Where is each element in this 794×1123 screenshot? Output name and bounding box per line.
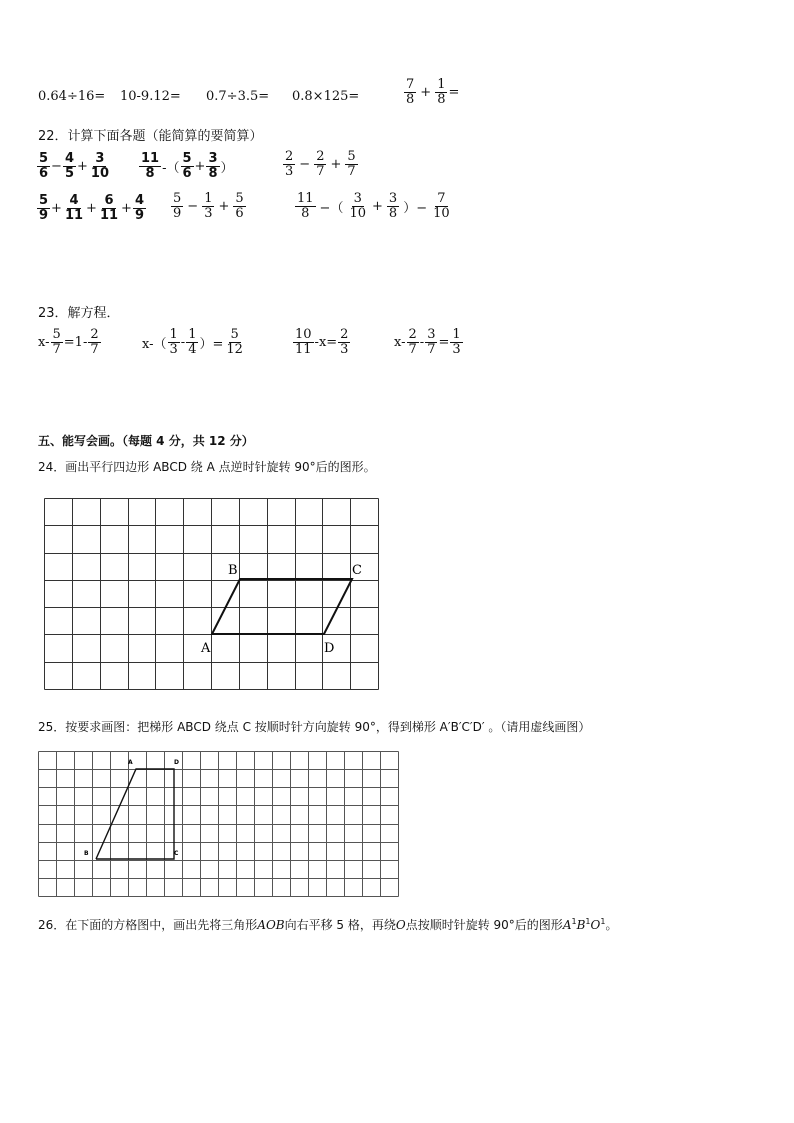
operator: ）− xyxy=(403,201,428,217)
denominator: 3 xyxy=(340,342,349,358)
operator: + xyxy=(194,159,206,175)
numerator: 4 xyxy=(64,151,74,166)
bracket: ） xyxy=(220,161,234,177)
operator: -x= xyxy=(314,335,338,351)
numerator: 5 xyxy=(182,151,192,166)
q23-eq-2 xyxy=(142,328,246,358)
denominator: 10 xyxy=(433,206,450,222)
denominator: 9 xyxy=(173,206,182,222)
q22-expr-4 xyxy=(36,194,147,224)
operator: + xyxy=(86,201,97,217)
numerator: 5 xyxy=(235,191,244,206)
numerator: 2 xyxy=(408,327,417,342)
denominator: 11 xyxy=(295,342,312,358)
denominator: 6 xyxy=(235,206,244,222)
denominator: 3 xyxy=(285,164,294,180)
denominator: 7 xyxy=(316,164,325,180)
label-b: B xyxy=(84,850,89,857)
q26-text-b: 向右平移 5 格，再绕 xyxy=(284,918,396,932)
q26-end: 。 xyxy=(605,918,618,932)
denominator: 8 xyxy=(388,206,398,222)
operator: − xyxy=(187,199,199,215)
operator: + xyxy=(121,201,132,217)
operator: + xyxy=(372,199,383,215)
q21-item-5 xyxy=(403,78,459,108)
q21-item-3: 0.7÷3.5= xyxy=(206,89,270,104)
q26-text-a: 26．在下面的方格图中，画出先将三角形 xyxy=(38,918,258,932)
denominator: 9 xyxy=(39,208,49,224)
numerator: 2 xyxy=(316,149,325,164)
q25-text: 25．按要求画图：把梯形 ABCD 绕点 C 按顺时针方向旋转 90°，得到梯形 A′B′C′D′ 。（请用虚线画图） xyxy=(38,720,591,734)
numerator: 3 xyxy=(353,191,362,206)
operator: + xyxy=(330,157,342,173)
q26-text-c: 点按顺时针旋转 90°后的图形 xyxy=(405,918,563,932)
operator: -（ xyxy=(162,161,180,177)
numerator: 5 xyxy=(347,149,356,164)
label-b: B xyxy=(228,563,238,578)
point-o: O xyxy=(395,918,406,932)
denominator: 8 xyxy=(208,166,218,182)
denominator: 11 xyxy=(99,208,119,224)
label-a: A xyxy=(128,759,133,766)
numerator: 10 xyxy=(295,327,312,342)
denominator: 4 xyxy=(188,342,197,358)
point-o1: O xyxy=(590,918,601,932)
denominator: 11 xyxy=(64,208,84,224)
numerator: 5 xyxy=(39,151,49,166)
q23-eq-3 xyxy=(292,328,351,358)
label-d: D xyxy=(324,641,335,656)
denominator: 9 xyxy=(134,208,144,224)
numerator: 7 xyxy=(437,191,446,206)
q23-eq-1 xyxy=(38,328,102,358)
q22-expr-5 xyxy=(170,192,247,222)
numerator: 2 xyxy=(285,149,294,164)
denominator: 6 xyxy=(182,166,192,182)
denominator: 7 xyxy=(347,164,356,180)
q25-grid-figure xyxy=(38,751,400,898)
operator: =1- xyxy=(63,335,88,351)
q23-eq-4 xyxy=(394,328,464,358)
operator: + xyxy=(51,201,62,217)
operator: − xyxy=(299,157,311,173)
label-c: C xyxy=(352,563,362,578)
operator: − xyxy=(51,159,62,175)
numerator: 5 xyxy=(230,327,239,342)
q22-expr-3 xyxy=(282,150,359,180)
denominator: 10 xyxy=(349,206,366,222)
numerator: 3 xyxy=(208,151,218,166)
denominator: 3 xyxy=(204,206,213,222)
sup: 1 xyxy=(585,917,591,926)
label-d: D xyxy=(174,759,179,766)
sup: 1 xyxy=(571,917,577,926)
denominator: 3 xyxy=(452,342,461,358)
equals: = xyxy=(448,85,460,101)
q21-item-2: 10-9.12= xyxy=(120,89,181,104)
point-b1: B xyxy=(576,918,586,932)
sup: 1 xyxy=(600,917,606,926)
operator: = xyxy=(438,335,450,351)
numerator: 5 xyxy=(173,191,182,206)
denominator: 8 xyxy=(437,92,446,108)
numerator: 3 xyxy=(388,191,398,206)
trapezoid-abcd xyxy=(96,769,174,859)
numerator: 3 xyxy=(95,151,105,166)
q22-expr-6 xyxy=(294,192,453,222)
numerator: 1 xyxy=(169,327,178,342)
numerator: 5 xyxy=(52,327,61,342)
denominator: 7 xyxy=(52,342,61,358)
operator: −（ xyxy=(319,201,344,217)
q21-item-4: 0.8×125= xyxy=(292,89,360,104)
q22-expr-1 xyxy=(36,152,112,182)
numerator: 1 xyxy=(437,77,446,92)
denominator: 7 xyxy=(408,342,417,358)
q26-text xyxy=(38,916,617,933)
q24-grid-figure xyxy=(44,498,380,691)
operator: - xyxy=(180,335,186,351)
numerator: 1 xyxy=(188,327,197,342)
prefix: x-（ xyxy=(142,337,167,353)
operator: ）= xyxy=(199,337,224,353)
numerator: 4 xyxy=(69,193,79,208)
numerator: 11 xyxy=(141,151,160,166)
denominator: 7 xyxy=(90,342,99,358)
q22-title: 22．计算下面各题（能简算的要简算） xyxy=(38,129,263,144)
denominator: 10 xyxy=(90,166,109,182)
q22-expr-2 xyxy=(138,152,234,182)
numerator: 2 xyxy=(340,327,349,342)
denominator: 6 xyxy=(39,166,49,182)
denominator: 12 xyxy=(226,342,243,358)
denominator: 3 xyxy=(169,342,178,358)
section-heading: 五、能写会画。（每题 4 分，共 12 分） xyxy=(38,434,254,448)
parallelogram-abcd xyxy=(212,579,352,634)
prefix: x- xyxy=(394,335,406,351)
triangle-name: AOB xyxy=(257,918,285,932)
numerator: 3 xyxy=(427,327,436,342)
numerator: 7 xyxy=(406,77,415,92)
label-c: C xyxy=(174,850,179,857)
q24-text: 24．画出平行四边形 ABCD 绕 A 点逆时针旋转 90°后的图形。 xyxy=(38,460,376,474)
denominator: 8 xyxy=(301,206,310,222)
label-a: A xyxy=(201,641,211,656)
numerator: 5 xyxy=(39,193,49,208)
denominator: 5 xyxy=(64,166,74,182)
prefix: x- xyxy=(38,335,50,351)
q23-title: 23．解方程． xyxy=(38,306,120,321)
numerator: 6 xyxy=(104,193,114,208)
numerator: 1 xyxy=(452,327,461,342)
q21-item-1: 0.64÷16= xyxy=(38,89,106,104)
denominator: 8 xyxy=(145,166,155,182)
numerator: 11 xyxy=(297,191,314,206)
denominator: 8 xyxy=(406,92,415,108)
denominator: 7 xyxy=(427,342,436,358)
numerator: 1 xyxy=(204,191,213,206)
operator: + xyxy=(218,199,230,215)
numerator: 4 xyxy=(134,193,144,208)
operator: + xyxy=(77,159,88,175)
operator: - xyxy=(419,335,425,351)
point-a1: A xyxy=(562,918,572,932)
operator: + xyxy=(420,85,432,101)
numerator: 2 xyxy=(90,327,99,342)
